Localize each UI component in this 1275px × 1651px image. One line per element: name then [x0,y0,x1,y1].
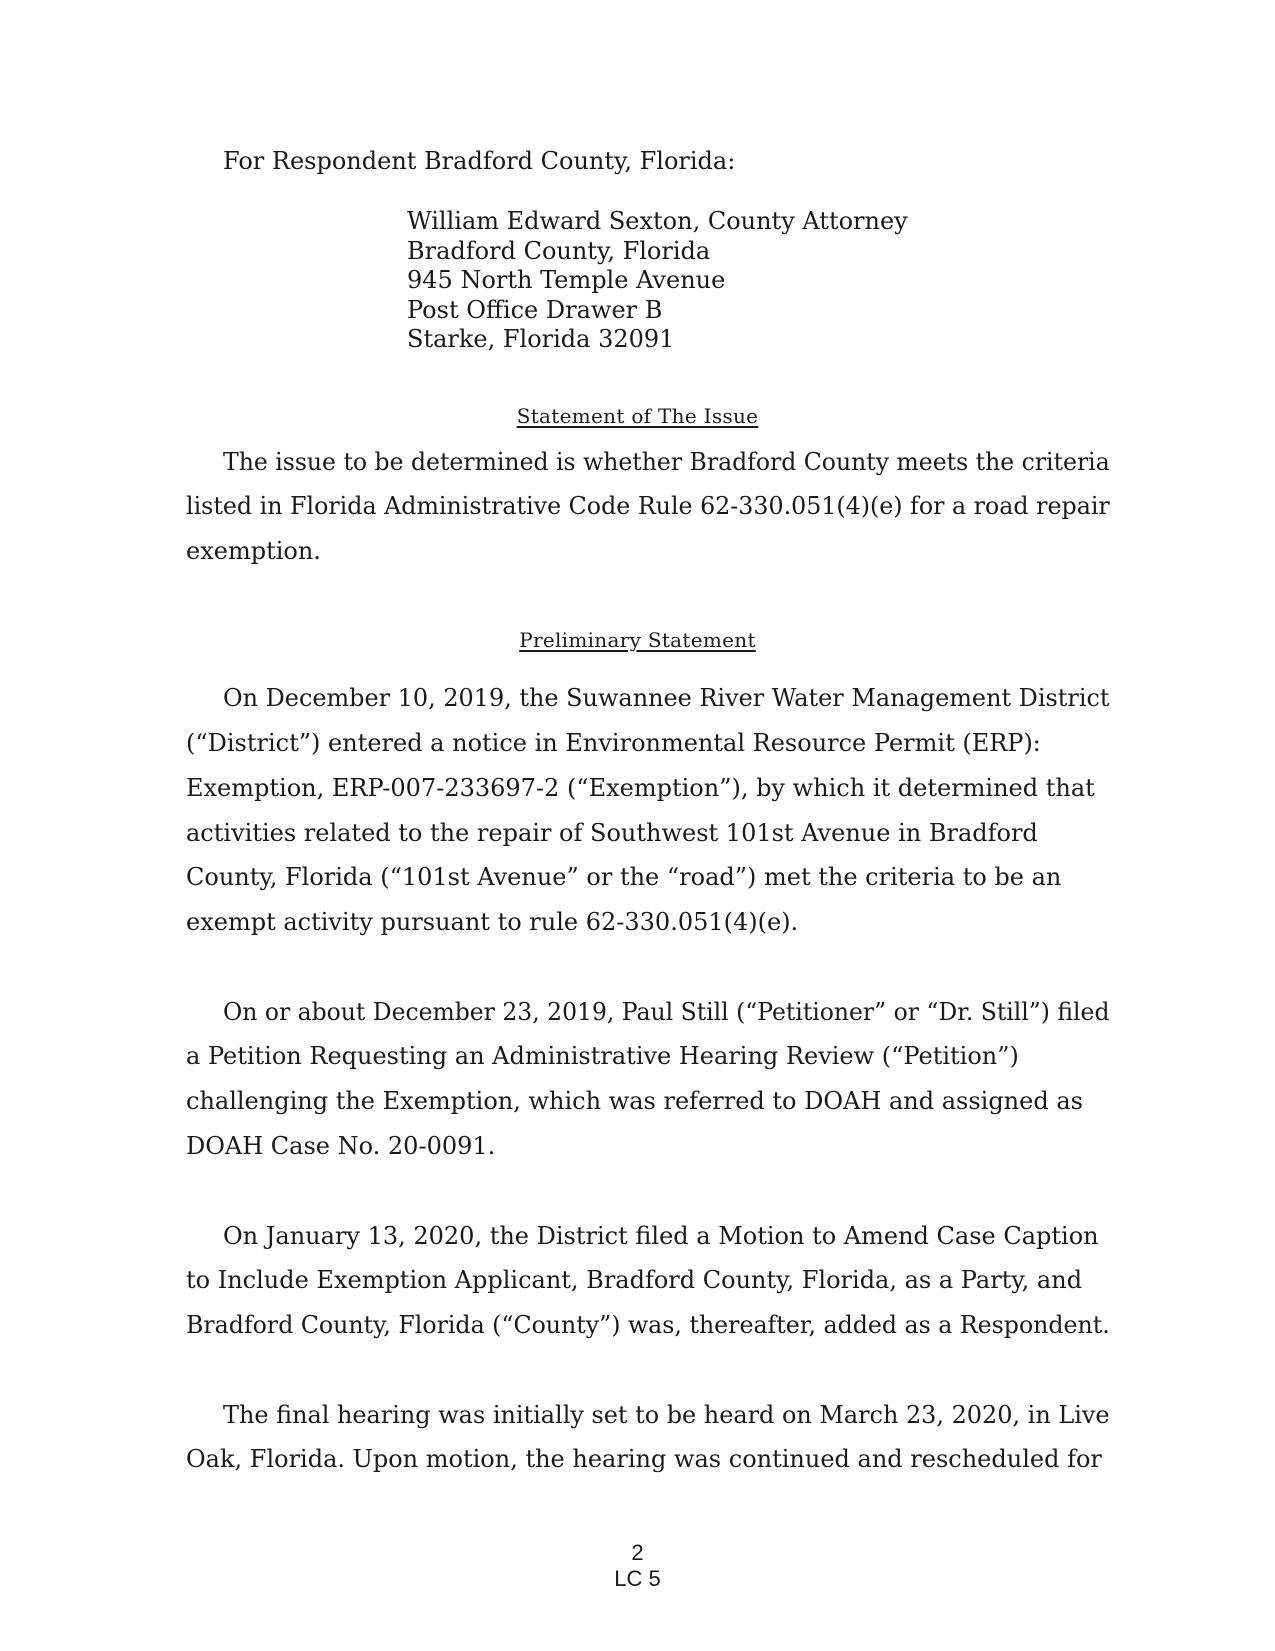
preliminary-statement-heading: Preliminary Statement [519,628,756,652]
paragraph-line: DOAH Case No. 20-0091. [186,1132,496,1160]
paragraph-line: On January 13, 2020, the District filed a Motion to Amend Case Caption [223,1222,1099,1250]
paragraph-line: On or about December 23, 2019, Paul Still (“Petitioner” or “Dr. Still”) filed [223,998,1110,1026]
paragraph-line: The issue to be determined is whether Bradford County meets the criteria [223,448,1110,476]
paragraph-line: County, Florida (“101st Avenue” or the “road”) met the criteria to be an [186,863,1062,891]
respondent-header: For Respondent Bradford County, Florida: [223,147,736,175]
address-line: Bradford County, Florida [407,237,711,265]
address-line: William Edward Sexton, County Attorney [407,207,908,235]
paragraph-line: Bradford County, Florida (“County”) was, thereafter, added as a Respondent. [186,1311,1110,1339]
page-stamp: LC 5 [614,1566,661,1591]
paragraph-line: challenging the Exemption, which was referred to DOAH and assigned as [186,1087,1083,1115]
paragraph-line: (“District”) entered a notice in Environmental Resource Permit (ERP): [186,729,1041,757]
statement-of-issue-heading: Statement of The Issue [516,404,759,428]
paragraph-line: exemption. [186,537,321,565]
paragraph-line: On December 10, 2019, the Suwannee River Water Management District [223,684,1110,712]
paragraph-line: Oak, Florida. Upon motion, the hearing was continued and rescheduled for [186,1445,1102,1473]
paragraph-line: Exemption, ERP-007-233697-2 (“Exemption”), by which it determined that [186,774,1095,802]
paragraph-line: a Petition Requesting an Administrative Hearing Review (“Petition”) [186,1042,1019,1070]
paragraph-line: The final hearing was initially set to be heard on March 23, 2020, in Live [223,1401,1110,1429]
paragraph-line: activities related to the repair of Southwest 101st Avenue in Bradford [186,819,1038,847]
paragraph-line: to Include Exemption Applicant, Bradford County, Florida, as a Party, and [186,1266,1083,1294]
address-line: 945 North Temple Avenue [407,266,726,294]
address-line: Starke, Florida 32091 [407,325,675,353]
paragraph-line: listed in Florida Administrative Code Rule 62-330.051(4)(e) for a road repair [186,492,1110,520]
page-number: 2 [631,1540,644,1565]
address-line: Post Office Drawer B [407,296,663,324]
paragraph-line: exempt activity pursuant to rule 62-330.051(4)(e). [186,908,799,936]
